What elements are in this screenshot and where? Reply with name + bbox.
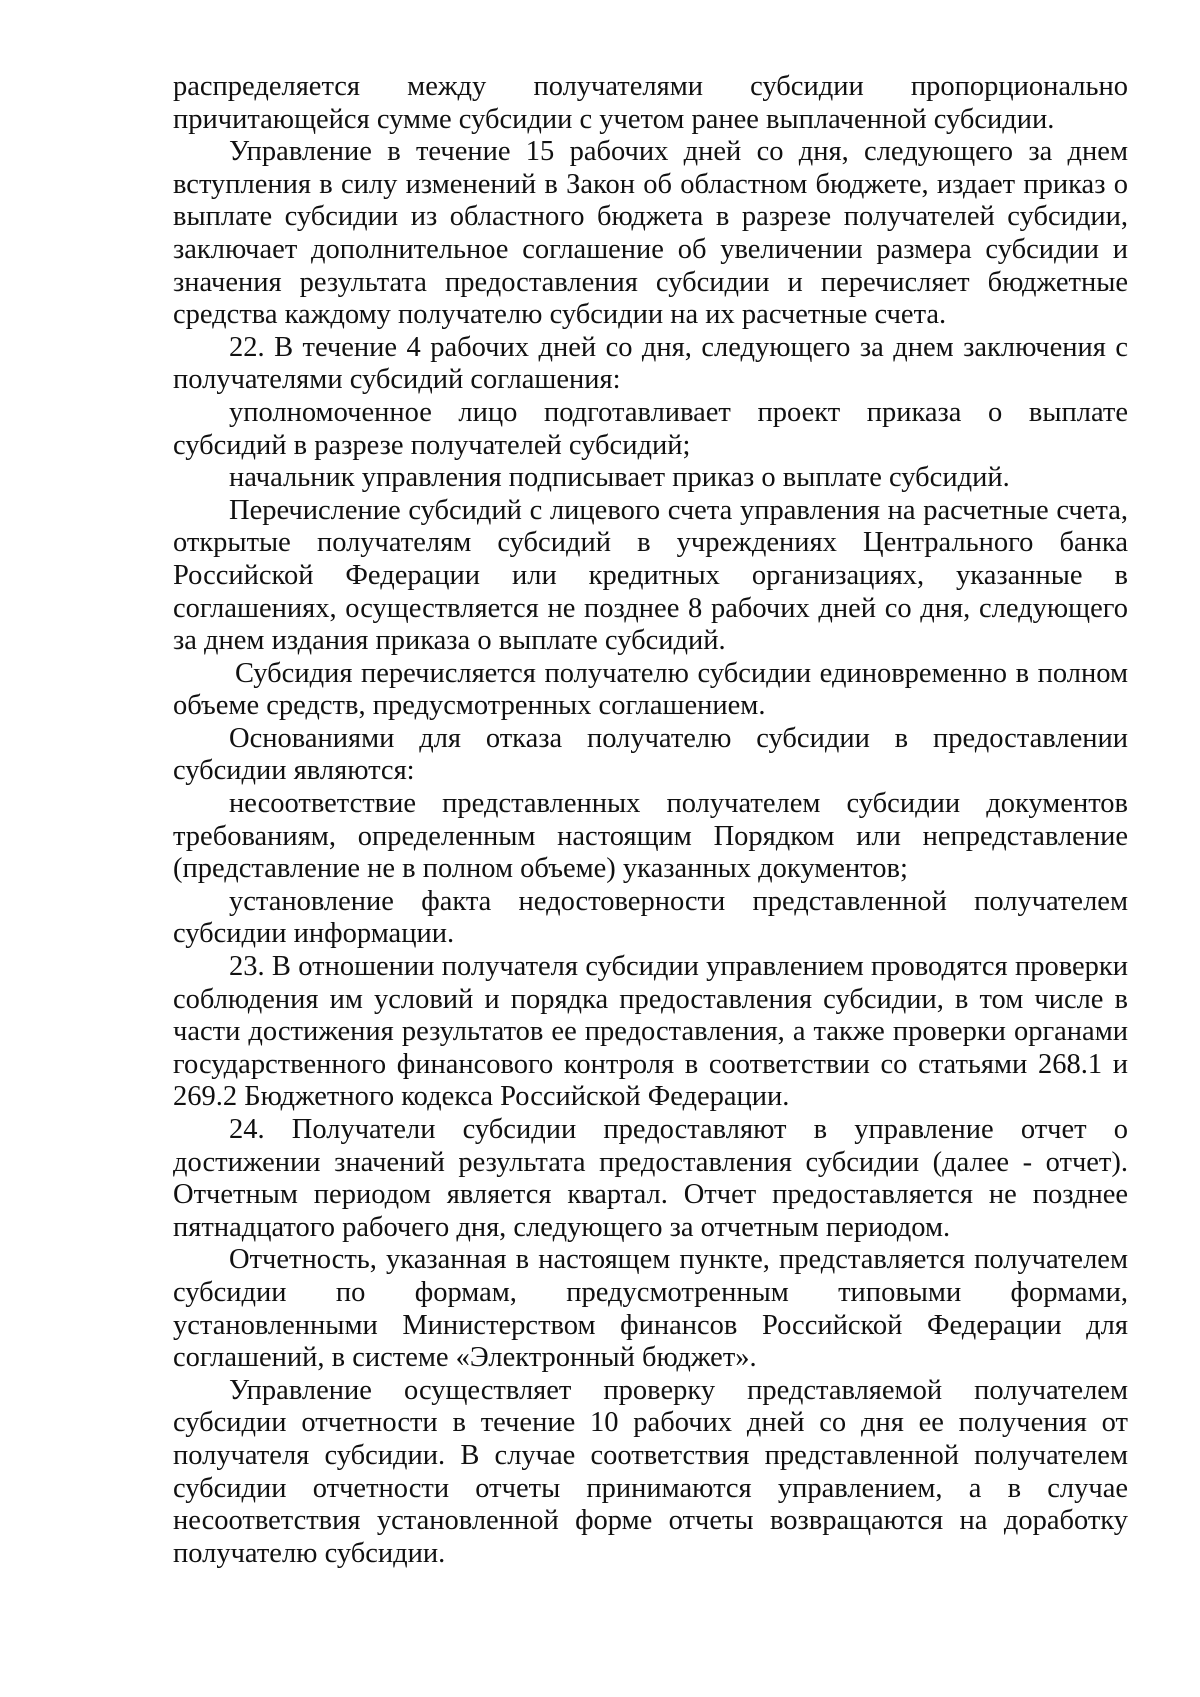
paragraph-reporting-forms: Отчетность, указанная в настоящем пункте, представляется получателем субсидии по формам, предусмотренным типовыми формами, установленными Министерством финансов Российской Федерации для соглашений, в системе «Электронный бюджет». bbox=[173, 1244, 1128, 1374]
paragraph-authorized-person: уполномоченное лицо подготавливает проект приказа о выплате субсидий в разрезе получателей субсидий; bbox=[173, 396, 1128, 461]
paragraph-false-information: установление факта недостоверности представленной получателем субсидии информации. bbox=[173, 885, 1128, 950]
paragraph-single-payment: Субсидия перечисляется получателю субсидии единовременно в полном объеме средств, предусмотренных соглашением. bbox=[173, 657, 1128, 722]
paragraph-item-23: 23. В отношении получателя субсидии управлением проводятся проверки соблюдения им условий и порядка предоставления субсидии, в том числе в части достижения результатов ее предоставления, а также проверки органами государственного финансового контроля в соответствии со статьями 268.1 и 269.2 Бюджетного кодекса Российской Федерации. bbox=[173, 951, 1128, 1113]
paragraph-refusal-grounds: Основаниями для отказа получателю субсидии в предоставлении субсидии являются: bbox=[173, 722, 1128, 787]
paragraph-item-24: 24. Получатели субсидии предоставляют в управление отчет о достижении значений результата предоставления субсидии (далее - отчет). Отчетным периодом является квартал. Отчет предоставляется не позднее пятнадцатого рабочего дня, следующего за отчетным периодом. bbox=[173, 1114, 1128, 1243]
paragraph-management-order: Управление в течение 15 рабочих дней со дня, следующего за днем вступления в силу изменений в Закон об областном бюджете, издает приказ о выплате субсидии из областного бюджета в разрезе получателей субсидии, заключает дополнительное соглашение об увеличении размера субсидии и значения результата предоставления субсидии и перечисляет бюджетные средства каждому получателю субсидии на их расчетные счета. bbox=[173, 136, 1128, 331]
paragraph-item-22: 22. В течение 4 рабочих дней со дня, следующего за днем заключения с получателями субсидий соглашения: bbox=[173, 331, 1128, 396]
document-page bbox=[173, 71, 1128, 1570]
paragraph-transfer: Перечисление субсидий с лицевого счета управления на расчетные счета, открытые получателям субсидий в учреждениях Центрального банка Российской Федерации или кредитных организациях, указанные в соглашениях, осуществляется не позднее 8 рабочих дней со дня, следующего за днем издания приказа о выплате субсидий. bbox=[173, 494, 1128, 657]
paragraph-document-mismatch: несоответствие представленных получателем субсидии документов требованиям, определенным настоящим Порядком или непредставление (представление не в полном объеме) указанных документов; bbox=[173, 788, 1128, 885]
paragraph-head-signs: начальник управления подписывает приказ о выплате субсидий. bbox=[229, 462, 1010, 494]
paragraph-continuation: распределяется между получателями субсидии пропорционально причитающейся сумме субсидии с учетом ранее выплаченной субсидии. bbox=[173, 71, 1128, 135]
paragraph-report-check: Управление осуществляет проверку представляемой получателем субсидии отчетности в течение 10 рабочих дней со дня ее получения от получателя субсидии. В случае соответствия представленной получателем субсидии отчетности отчеты принимаются управлением, а в случае несоответствия установленной форме отчеты возвращаются на доработку получателю субсидии. bbox=[173, 1374, 1128, 1569]
